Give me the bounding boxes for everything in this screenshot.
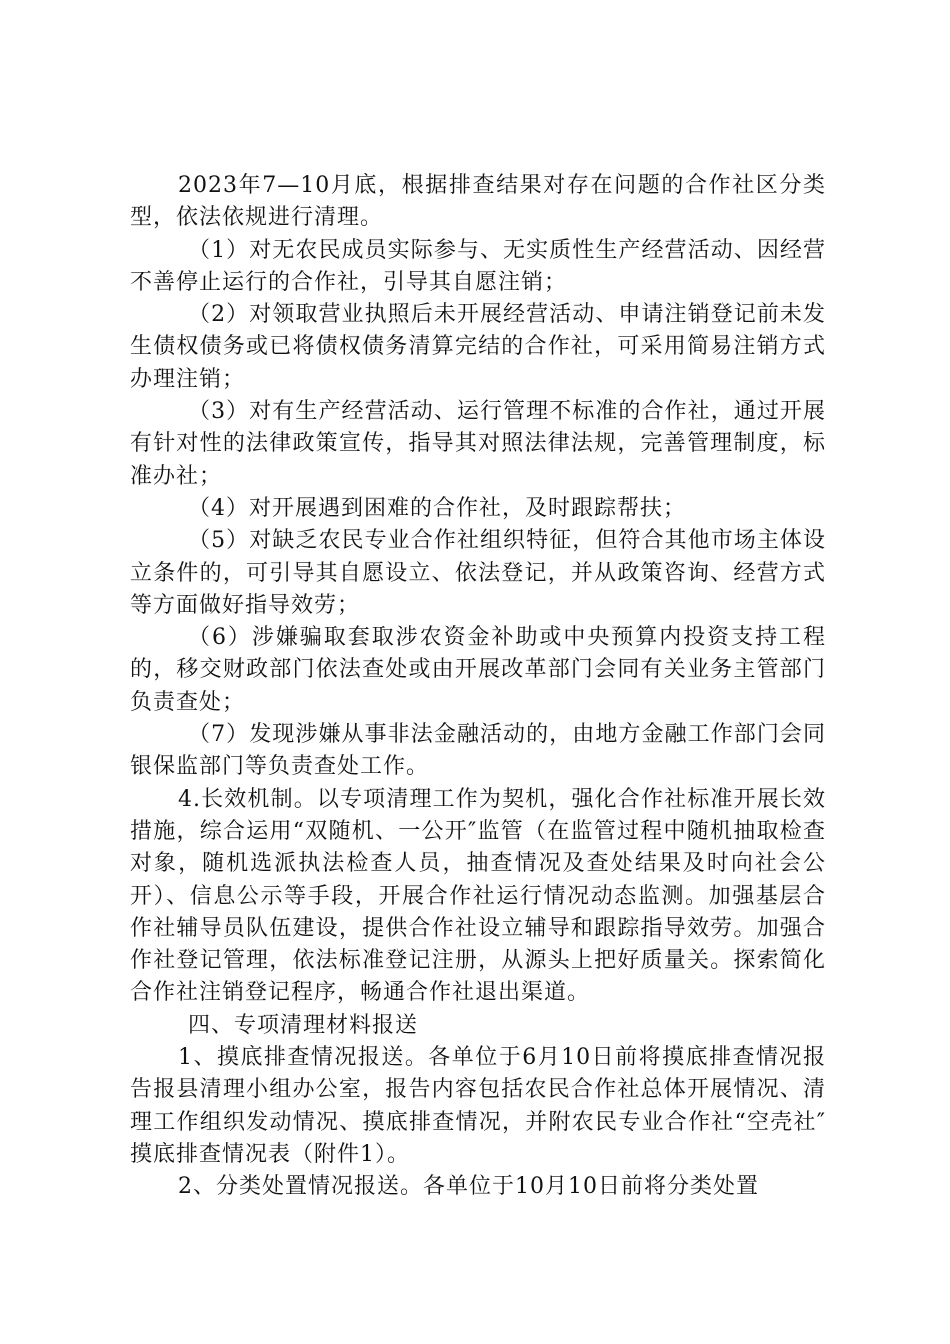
paragraph-cleanup-timeline: 2023年7—10月底，根据排查结果对存在问题的合作社区分类型，依法依规进行清理。 [130,173,826,231]
paragraph-long-term-mechanism: 4.长效机制。以专项清理工作为契机，强化合作社标准开展长效措施，综合运用“双随机、一公开″监管（在监管过程中随机抽取检查对象，随机选派执法检查人员，抽查情况及查处结果及时向社会公开）、信息公示等手段，开展合作社运行情况动态监测。加强基层合作社辅导员队伍建设，提供合作社设立辅导和跟踪指导效劳。加强合作社登记管理，依法标准登记注册，从源头上把好质量关。探索简化合作社注销登记程序，畅通合作社退出渠道。 [130,786,826,1006]
paragraph-survey-report: 1、摸底排查情况报送。各单位于6月10日前将摸底排查情况报告报县清理小组办公室，报告内容包括农民合作社总体开展情况、清理工作组织发动情况、摸底排查情况，并附农民专业合作社“空壳社″摸底排查情况表（附件1）。 [130,1045,826,1167]
paragraph-item-7: （7）发现涉嫌从事非法金融活动的，由地方金融工作部门会同银保监部门等负责查处工作。 [130,722,826,780]
paragraph-item-6: （6）涉嫌骗取套取涉农资金补助或中央预算内投资支持工程的，移交财政部门依法查处或由开展改革部门会同有关业务主管部门负责查处； [130,625,826,715]
paragraph-item-2: （2）对领取营业执照后未开展经营活动、申请注销登记前未发生债权债务或已将债权债务清算完结的合作社，可采用简易注销方式办理注销； [130,302,826,392]
section-heading-materials: 四、专项清理材料报送 [188,1012,419,1038]
paragraph-classification-report: 2、分类处置情况报送。各单位于10月10日前将分类处置 [178,1174,759,1200]
paragraph-item-4: （4）对开展遇到困难的合作社，及时跟踪帮扶； [188,495,686,521]
paragraph-item-3: （3）对有生产经营活动、运行管理不标准的合作社，通过开展有针对性的法律政策宣传，指导其对照法律法规，完善管理制度，标准办社； [130,399,826,489]
paragraph-item-1: （1）对无农民成员实际参与、无实质性生产经营活动、因经营不善停止运行的合作社，引导其自愿注销； [130,237,826,295]
paragraph-item-5: （5）对缺乏农民专业合作社组织特征，但符合其他市场主体设立条件的，可引导其自愿设立、依法登记，并从政策咨询、经营方式等方面做好指导效劳； [130,528,826,618]
document-body [130,170,826,1204]
